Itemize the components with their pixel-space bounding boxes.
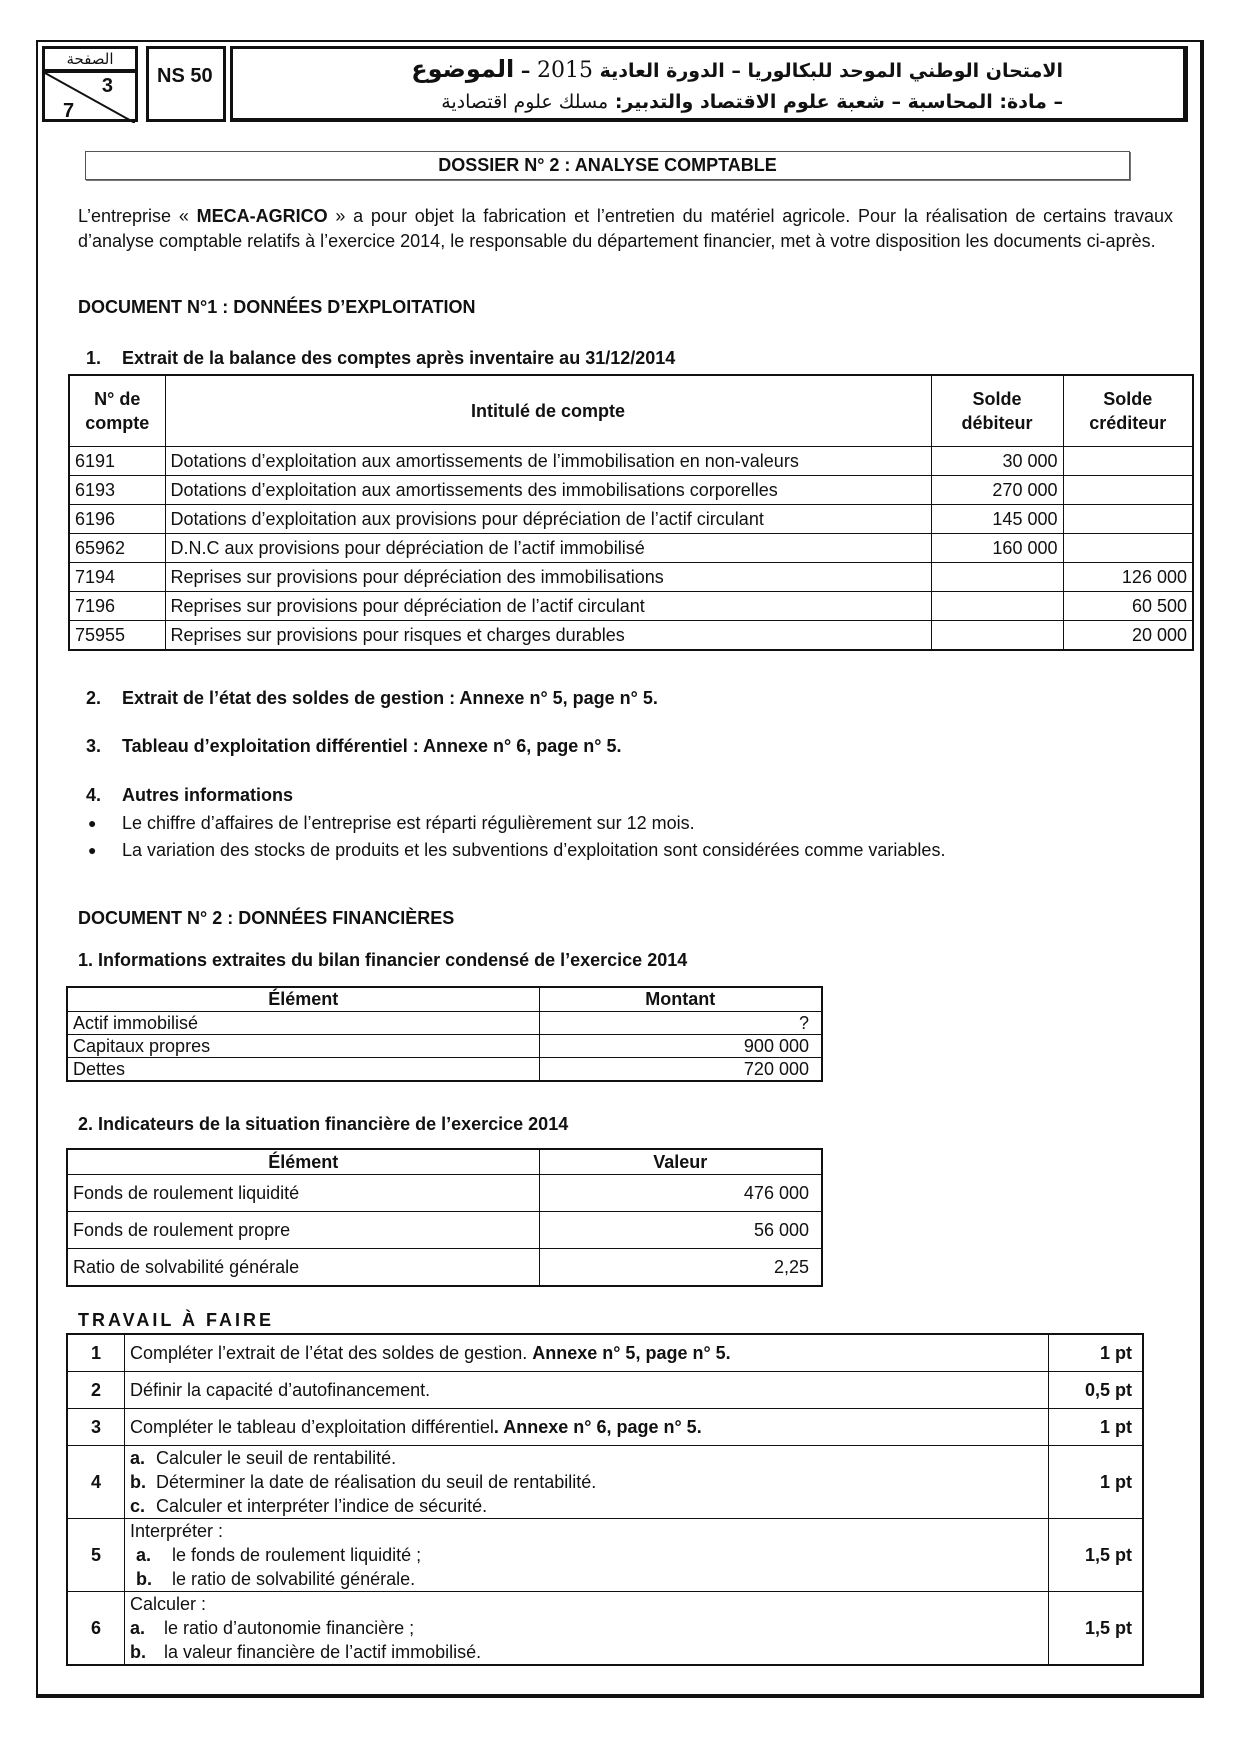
company-name: MECA-AGRICO (196, 206, 328, 226)
list-item: ● La variation des stocks de produits et les subventions d’exploitation sont considérées comme variables. (88, 837, 945, 864)
exam-title-line1: الامتحان الوطني الموحد للبكالوريا – الدورة العادية 2015 – الموضوع (411, 55, 1063, 83)
bilan-table (66, 986, 823, 1082)
table-row: 1 Compléter l’extrait de l’état des soldes de gestion. Annexe n° 5, page n° 5. 1 pt (67, 1334, 1143, 1372)
table-row: 75955 Reprises sur provisions pour risques et charges durables 20 000 (69, 621, 1193, 651)
diagonal-line-icon (45, 73, 135, 123)
subject-label: الموضوع (411, 55, 515, 83)
table-row: 6193 Dotations d’exploitation aux amortissements des immobilisations corporelles 270 000 (69, 476, 1193, 505)
table-row: Capitaux propres 900 000 (67, 1035, 822, 1058)
table-row: 3 Compléter le tableau d’exploitation différentiel. Annexe n° 6, page n° 5. 1 pt (67, 1409, 1143, 1446)
page-label: الصفحة (45, 49, 135, 73)
bullet-icon: ● (88, 842, 97, 858)
table-row: 2 Définir la capacité d’autofinancement. 0,5 pt (67, 1372, 1143, 1409)
col-header: Valeur (539, 1149, 822, 1175)
page-fraction (45, 73, 135, 123)
table-row: 4 a. Calculer le seuil de rentabilité. b. Déterminer la date de réalisation du seuil de rentabilité. c. Calculer et interpréter l’indice de sécurité. 1 pt (67, 1446, 1143, 1519)
bullet-icon: ● (88, 815, 97, 831)
page-number-box (42, 46, 138, 122)
document1-item2: 2. Extrait de l’état des soldes de gestion : Annexe n° 5, page n° 5. (86, 688, 658, 708)
col-header: Élément (67, 1149, 539, 1175)
exam-year: 2015 (536, 58, 593, 83)
document1-item4: 4. Autres informations (86, 785, 294, 805)
document1-title: DOCUMENT N°1 : DONNÉES D’EXPLOITATION (78, 297, 476, 317)
table-row: Actif immobilisé ? (67, 1012, 822, 1035)
exam-session: الامتحان الوطني الموحد للبكالوريا – الدورة العادية (599, 60, 1063, 82)
table-row: Ratio de solvabilité générale 2,25 (67, 1249, 822, 1287)
exam-code: NS 50 (146, 46, 226, 122)
col-header: Intitulé de compte (165, 375, 931, 447)
exam-title-line2 (441, 91, 1063, 113)
dossier-title: DOSSIER N° 2 : ANALYSE COMPTABLE (85, 151, 1130, 180)
table-row: 65962 D.N.C aux provisions pour dépréciation de l’actif immobilisé 160 000 (69, 534, 1193, 563)
intro-paragraph: L’entreprise « MECA-AGRICO » a pour objet la fabrication et l’entretien du matériel agricole. Pour la réalisation de certains travaux d’analyse comptable relatifs à l’exercice 2014, le responsable du département financier, met à votre disposition les documents ci-après. (78, 206, 1173, 251)
document1-item1: 1. Extrait de la balance des comptes après inventaire au 31/12/2014 (86, 348, 676, 368)
indicateurs-table (66, 1148, 823, 1287)
exam-subject: – مادة: المحاسبة – شعبة علوم الاقتصاد والتدبير: (614, 91, 1063, 113)
document1-item3: 3. Tableau d’exploitation différentiel : Annexe n° 6, page n° 5. (86, 736, 622, 756)
col-header: N° de compte (69, 375, 165, 447)
table-row: Fonds de roulement propre 56 000 (67, 1212, 822, 1249)
exam-track: مسلك علوم اقتصادية (441, 91, 609, 113)
exam-title-box (230, 46, 1188, 122)
travail-title: TRAVAIL À FAIRE (78, 1310, 275, 1330)
page-total: 7 (63, 100, 75, 122)
col-header: Solde créditeur (1063, 375, 1193, 447)
table-row: Fonds de roulement liquidité 476 000 (67, 1175, 822, 1212)
other-info-list (88, 810, 945, 864)
document2-sub1: 1. Informations extraites du bilan financier condensé de l’exercice 2014 (78, 950, 688, 970)
list-item: ● Le chiffre d’affaires de l’entreprise est réparti régulièrement sur 12 mois. (88, 810, 945, 837)
table-row: 6196 Dotations d’exploitation aux provisions pour dépréciation de l’actif circulant 145 000 (69, 505, 1193, 534)
travail-table (66, 1333, 1144, 1666)
table-row: 7196 Reprises sur provisions pour dépréciation de l’actif circulant 60 500 (69, 592, 1193, 621)
balance-table (68, 374, 1194, 651)
document2-sub2: 2. Indicateurs de la situation financière de l’exercice 2014 (78, 1114, 569, 1134)
table-row: 6 Calculer : a. le ratio d’autonomie financière ; b. la valeur financière de l’actif immobilisé. 1,5 pt (67, 1592, 1143, 1666)
page-current: 3 (101, 75, 113, 97)
col-header: Solde débiteur (931, 375, 1063, 447)
table-row: Dettes 720 000 (67, 1058, 822, 1082)
col-header: Montant (539, 987, 822, 1012)
table-row: 7194 Reprises sur provisions pour dépréciation des immobilisations 126 000 (69, 563, 1193, 592)
table-row: 6191 Dotations d’exploitation aux amortissements de l’immobilisation en non-valeurs 30 000 (69, 447, 1193, 476)
table-row: 5 Interpréter : a. le fonds de roulement liquidité ; b. le ratio de solvabilité générale. 1,5 pt (67, 1519, 1143, 1592)
col-header: Élément (67, 987, 539, 1012)
document2-title: DOCUMENT N° 2 : DONNÉES FINANCIÈRES (78, 908, 455, 928)
